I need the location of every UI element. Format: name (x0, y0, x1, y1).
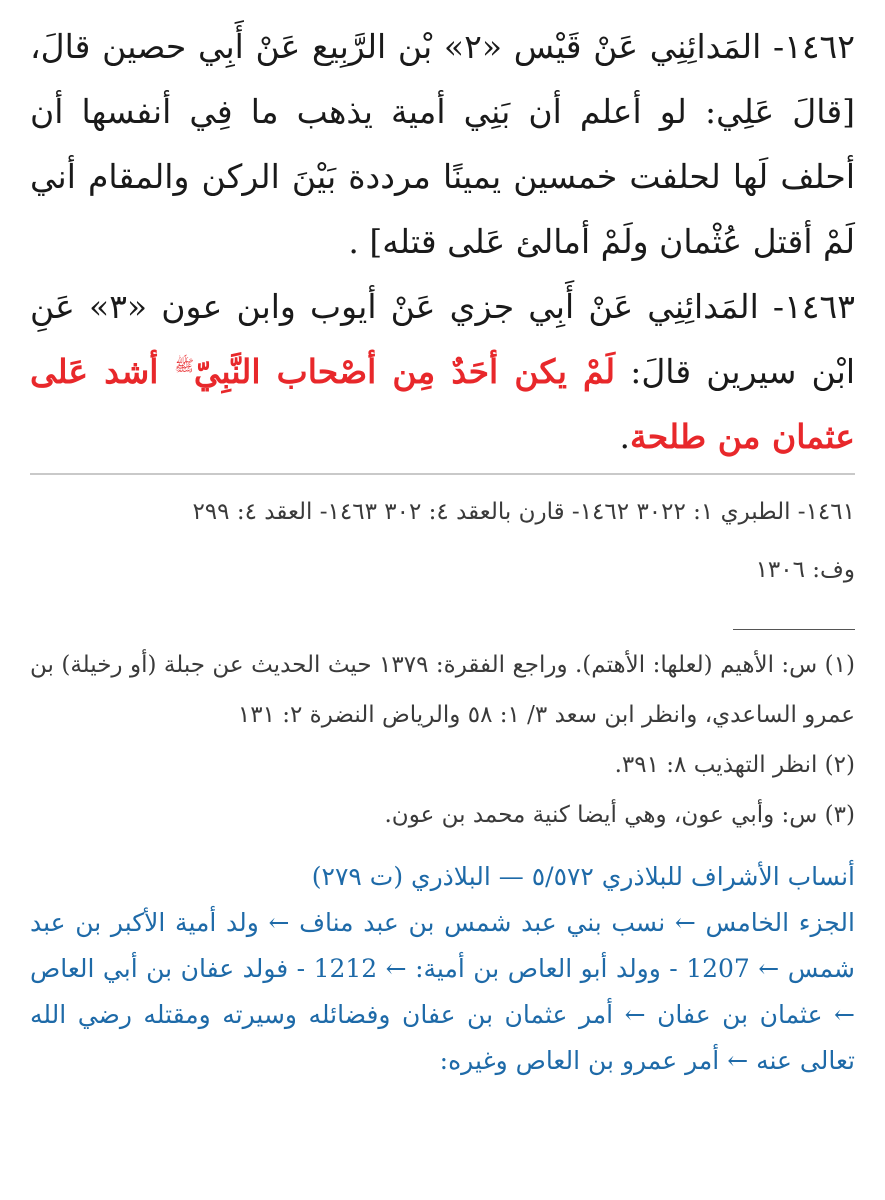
source-breadcrumb[interactable]: الجزء الخامس ← نسب بني عبد شمس بن عبد مناف ← ولد أمية الأكبر بن عبد شمس ← 1207 - وولد أبو العاص بن أمية: ← 1212 - فولد عفان بن أبي العاص ← عثمان بن عفان ← أمر عثمان بن عفان وفضائله وسيرته ومقتله رضي الله تعالى عنه ← أمر عمرو بن العاص وغيره: (30, 908, 855, 1075)
source-title[interactable]: أنساب الأشراف للبلاذري ٥/٥٧٢ — البلاذري (ت ٢٧٩) (311, 862, 855, 891)
footnote-1: (١) س: الأهيم (لعلها: الأهتم). وراجع الفقرة: ١٣٧٩ حيث الحديث عن جبلة (أو رخيلة) بن عمرو الساعدي، وانظر ابن سعد ٣/ ١: ٥٨ والرياض النضرة ٢: ١٣١ (30, 652, 855, 728)
footnote-3: (٣) س: وأبي عون، وهي أيضا كنية محمد بن عون. (384, 802, 855, 828)
footnote-2: (٢) انظر التهذيب ٨: ٣٩١. (614, 752, 855, 778)
section-divider (30, 473, 855, 475)
footnote-rule (733, 629, 855, 630)
references-line-2: وف: ١٣٠٦ (755, 557, 855, 583)
salutation-ligature: ﷺ (174, 356, 194, 375)
references-line-1: ١٤٦١- الطبري ١: ٣٠٢٢ ١٤٦٢- قارن بالعقد ٤: ٣٠٢ ١٤٦٣- العقد ٤: ٢٩٩ (192, 499, 855, 525)
highlighted-quote-part2: أشد عَلى عثمان من طلحة (30, 352, 855, 456)
main-text (30, 14, 855, 469)
footnotes (30, 640, 855, 840)
references (30, 483, 855, 599)
hadith-1462: ١٤٦٢- المَدائِنِي عَنْ قَيْس «٢» بْن الرَّبِيع عَنْ أَبِي حصين قالَ، [قالَ عَلِي: لو أعلم أن بَنِي أمية يذهب ما فِي أنفسها أن أحلف لَها لحلفت خمسين يمينًا مرددة بَيْنَ الركن والمقام أني لَمْ أقتل عُثْمان ولَمْ أمالئ عَلى قتله] . (30, 27, 856, 261)
hadith-1463 (30, 274, 855, 469)
highlighted-quote-part1: لَمْ يكن أحَدٌ مِن أصْحاب النَّبِيّ (193, 352, 616, 391)
hadith-1463-end: . (619, 417, 631, 456)
source-citation (30, 854, 855, 1084)
hadith-1463-intro: ١٤٦٣- المَدائِنِي عَنْ أَبِي جزي عَنْ أيوب وابن عون «٣» عَنِ ابْن سيرين قالَ: (30, 287, 855, 391)
